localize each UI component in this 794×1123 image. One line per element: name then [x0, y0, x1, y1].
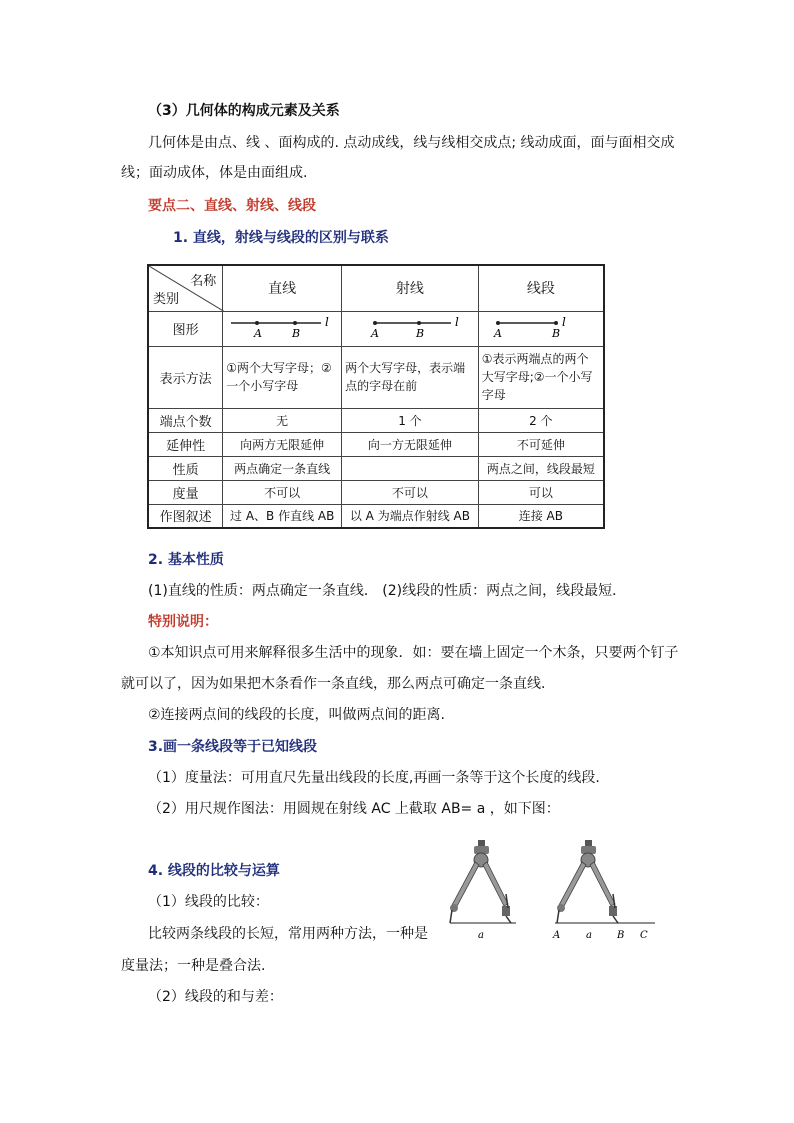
compass-left-icon [450, 840, 516, 941]
sub4-body-line1: 比较两条线段的长短，常用两种方法，一种是 [148, 926, 428, 942]
sub4-body-line2: 度量法；一种是叠合法. [121, 958, 266, 974]
row-label-measure: 度量 [148, 480, 223, 504]
note1-line2: 就可以了，因为如果把木条看作一条直线，那么两点可确定一条直线. [121, 676, 546, 692]
table-row [148, 408, 604, 432]
figure-segment-cell [478, 311, 604, 346]
right-fig-label-A: A [553, 930, 561, 941]
table-cell: ①表示两端点的两个大写字母;②一个小写字母 [478, 346, 604, 408]
table-row [148, 432, 604, 456]
header-top-label: 名称 [190, 274, 217, 289]
section3-title: （3）几何体的构成元素及关系 [148, 103, 340, 119]
col-header-line: 直线 [223, 265, 342, 311]
table-cell [342, 456, 479, 480]
row-label-notation: 表示方法 [148, 346, 223, 408]
note1-line1: ①本知识点可用来解释很多生活中的现象．如：要在墙上固定一个木条，只要两个钉子 [148, 645, 679, 661]
col-header-ray: 射线 [342, 265, 479, 311]
fig-label-a: A [254, 327, 263, 340]
row-label-property: 性质 [148, 456, 223, 480]
note2: ②连接两点间的线段的长度，叫做两点间的距离. [148, 707, 445, 723]
table-cell: 向一方无限延伸 [342, 432, 479, 456]
table-cell: 两点确定一条直线 [223, 456, 342, 480]
table-cell: 两个大写字母，表示端点的字母在前 [342, 346, 479, 408]
section3-body-line2: 线；面动成体，体是由面组成. [121, 165, 308, 181]
segment-figure [486, 314, 596, 340]
compass-right-icon [552, 840, 655, 941]
sub3-item2: （2）用尺规作图法：用圆规在射线 AC 上截取 AB= a ，如下图： [148, 801, 560, 817]
right-fig-label-a: a [586, 930, 592, 941]
sub4-item1: （1）线段的比较： [148, 894, 269, 910]
table-row [148, 456, 604, 480]
fig-label-b: B [551, 327, 560, 340]
row-label-extension: 延伸性 [148, 432, 223, 456]
table-cell: 向两方无限延伸 [223, 432, 342, 456]
right-fig-label-B: B [617, 930, 625, 941]
table-row [148, 346, 604, 408]
sub1-title: 1. 直线，射线与线段的区别与联系 [173, 230, 389, 246]
figure-line-cell [223, 311, 342, 346]
header-bottom-label: 类别 [153, 291, 180, 307]
sub3-item1: （1）度量法：可用直尺先量出线段的长度,再画一条等于这个长度的线段. [148, 770, 600, 786]
table-cell: ①两个大写字母；②一个小写字母 [223, 346, 342, 408]
line-figure [227, 314, 337, 340]
col-header-segment: 线段 [478, 265, 604, 311]
row-label-drawing: 作图叙述 [148, 504, 223, 528]
table-cell: 以 A 为端点作射线 AB [342, 504, 479, 528]
row-label-figure: 图形 [148, 311, 223, 346]
fig-label-a: A [370, 327, 379, 340]
compass-figure [440, 836, 665, 948]
table-cell: 不可以 [223, 480, 342, 504]
table-row [148, 311, 604, 346]
table-cell: 可以 [478, 480, 604, 504]
table-header-row [148, 265, 604, 311]
table-cell: 1 个 [342, 408, 479, 432]
fig-label-l: l [561, 315, 566, 329]
fig-label-l: l [325, 315, 330, 329]
left-fig-label-a: a [478, 930, 484, 941]
table-corner-cell [148, 265, 223, 311]
sub2-title: 2. 基本性质 [148, 552, 224, 568]
fig-label-a: A [493, 327, 502, 340]
comparison-table [147, 264, 605, 529]
table-row [148, 504, 604, 528]
table-row [148, 480, 604, 504]
section3-body-line1: 几何体是由点、线 、面构成的. 点动成线，线与线相交成点; 线动成面，面与面相交成 [148, 135, 675, 151]
table-cell: 无 [223, 408, 342, 432]
sub4-title: 4. 线段的比较与运算 [148, 863, 280, 879]
table-cell: 不可以 [342, 480, 479, 504]
sub3-title: 3.画一条线段等于已知线段 [148, 739, 318, 755]
fig-label-b: B [292, 327, 301, 340]
ray-figure [355, 314, 465, 340]
right-fig-label-C: C [640, 930, 648, 941]
fig-label-l: l [454, 315, 459, 329]
figure-ray-cell [342, 311, 479, 346]
table-cell: 不可延伸 [478, 432, 604, 456]
note-title: 特别说明： [148, 614, 218, 630]
fig-label-b: B [415, 327, 425, 340]
row-label-endpoints: 端点个数 [148, 408, 223, 432]
sub4-item2: （2）线段的和与差： [148, 989, 283, 1005]
table-cell: 连接 AB [478, 504, 604, 528]
table-cell: 两点之间，线段最短 [478, 456, 604, 480]
keypoint2-title: 要点二、直线、射线、线段 [148, 198, 316, 214]
table-cell: 2 个 [478, 408, 604, 432]
table-cell: 过 A、B 作直线 AB [223, 504, 342, 528]
sub2-body: (1)直线的性质：两点确定一条直线． (2)线段的性质：两点之间，线段最短． [148, 583, 627, 599]
